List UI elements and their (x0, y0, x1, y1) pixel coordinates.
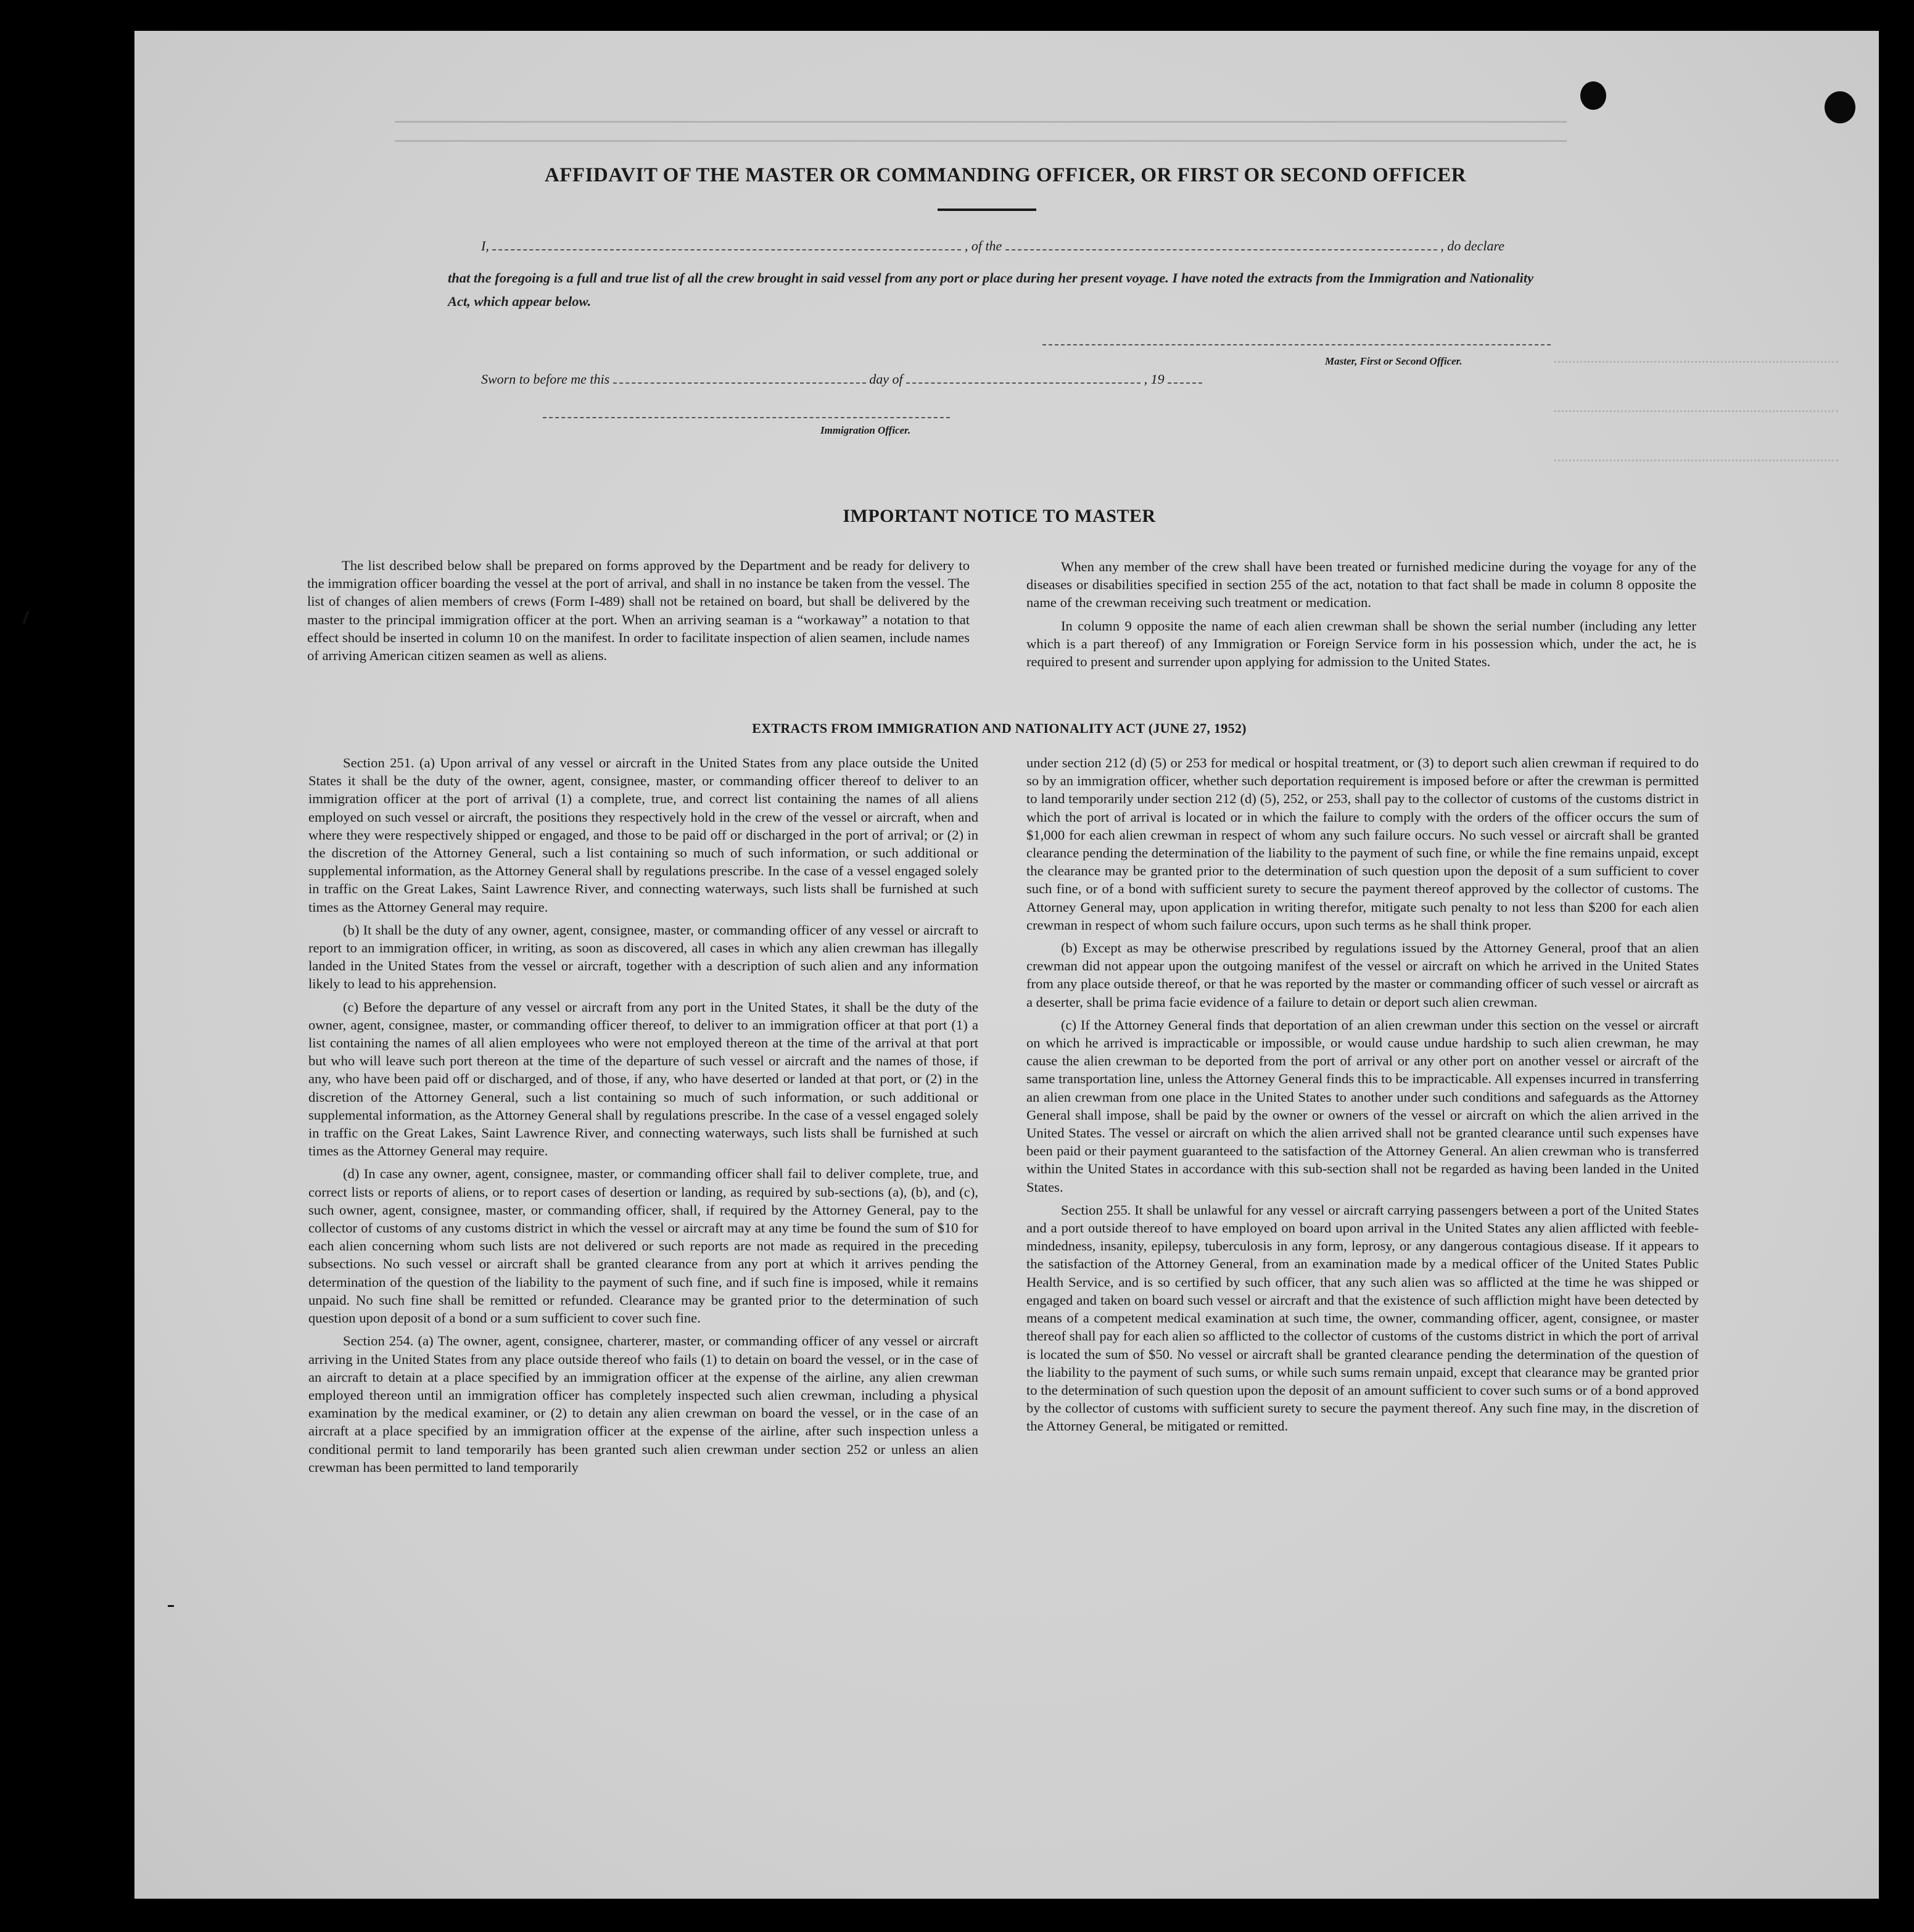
sworn-line (481, 371, 1202, 387)
section-paragraph: Section 251. (a) Upon arrival of any vessel or aircraft in the United States from any place outside the United States it shall be the duty of the owner, agent, consignee, master, or commanding officer thereof to deliver to an immigration officer at the port of arrival (1) a complete, true, and correct list containing the names of all aliens employed on such vessel or aircraft, the positions they respectively hold in the crew of the vessel or aircraft, when and where they were respectively shipped or engaged, and those to be paid off or discharged in the port of arrival; or (2) in the discretion of the Attorney General, such a list containing so much of such information, or such additional or supplemental information, as the Attorney General shall by regulations prescribe. In the case of a vessel engaged solely in traffic on the Great Lakes, Saint Lawrence River, and connecting waterways, such lists shall be furnished at such times as the Attorney General may require. (308, 755, 978, 915)
of-the-label: , of the (964, 238, 1002, 254)
declaration-body: that the foregoing is a full and true list of all the crew brought in said vessel from any port or place during her present voyage. I have noted the extracts from the Immigration and Nationality Act, which appear below. (448, 270, 1534, 309)
declare-label: , do declare (1440, 238, 1504, 254)
section-paragraph: Section 254. (a) The owner, agent, consignee, charterer, master, or commanding officer of any vessel or aircraft arriving in the United States from any place outside thereof who fails (1) to detain on board the vessel, or in the case of an aircraft to detain at a place specified by an immigration officer at the expense of the airline, any alien crewman employed thereon until an immigration officer has completely inspected such alien crewman, including a physical examination by the medical examiner, or (2) to detain any alien crewman on board the vessel, or in the case of an aircraft at a place specified by an immigration officer at the expense of the airline, after such inspection unless a conditional permit to land temporarily has been granted such alien crewman under section 252 or unless an alien crewman has been permitted to land temporarily (308, 1333, 978, 1475)
extracts-left-column (308, 754, 978, 1481)
title-rule (938, 208, 1036, 211)
section-paragraph: (d) In case any owner, agent, consignee, master, or commanding officer shall fail to deliver complete, true, and correct lists or reports of aliens, or to report cases of desertion or landing, as required by sub-sections (a), (b), and (c), such owner, agent, consignee, master, or commanding officer, shall, if required by the Attorney General, pay to the collector of customs of any customs district in which the vessel or aircraft may at any time be found the sum of $10 for each alien concerning whom such lists are not delivered or such reports are not made as required in the preceding subsections. No such vessel or aircraft shall be granted clearance from any port at which it arrives pending the determination of the question of the liability to the payment of such fine, and if such fine is imposed, while it remains unpaid. No such fine shall be remitted or refunded. Clearance may be granted prior to the determination of such question upon deposit of a bond or a sum sufficient to cover such fine. (308, 1166, 978, 1326)
officer-signature-label: Immigration Officer. (820, 424, 911, 436)
vessel-blank[interactable] (1005, 241, 1437, 250)
bleed-through-line (1554, 444, 1838, 461)
affidavit-title: AFFIDAVIT OF THE MASTER OR COMMANDING OFFICER, OR FIRST OR SECOND OFFICER (544, 164, 1467, 186)
master-signature-label: Master, First or Second Officer. (1325, 355, 1462, 367)
month-blank[interactable] (906, 374, 1141, 384)
notice-right-column (1026, 558, 1696, 675)
name-blank[interactable] (492, 241, 961, 250)
notice-title: IMPORTANT NOTICE TO MASTER (843, 506, 1156, 526)
officer-signature-line[interactable] (543, 417, 950, 418)
year-label: , 19 (1144, 371, 1165, 387)
margin-mark (168, 1605, 174, 1607)
bleed-through-line (1554, 395, 1838, 412)
extracts-right-column (1026, 754, 1699, 1440)
section-paragraph: Section 255. It shall be unlawful for any vessel or aircraft carrying passengers between a port of the United States and a port outside thereof to have employed on board upon arrival in the United States any alien afflicted with feeble-mindedness, insanity, epilepsy, tuberculosis in any form, leprosy, or any dangerous contagious disease. If it appears to the satisfaction of the Attorney General, from an examination made by a medical officer of the United States Public Health Service, and is so certified by such officer, that any such alien was so afflicted at the time he was shipped or engaged and taken on board such vessel or aircraft and that the existence of such affliction might have been detected by means of a competent medical examination at such time, the owner, commanding officer, agent, consignee, or master thereof shall pay for each alien so afflicted to the collector of customs of the customs district in which the port of arrival is located the sum of $50. No vessel or aircraft shall be granted clearance pending the determination of the question of the liability to the payment of such sums, or while such sums remain unpaid, except that clearance may be granted prior to the determination of such question upon the deposit of an amount sufficient to cover such sums or of a bond approved by the collector of customs with sufficient surety to secure the payment thereof. Any such fine may, in the discretion of the Attorney General, be mitigated or remitted. (1026, 1202, 1699, 1434)
extracts-title: EXTRACTS FROM IMMIGRATION AND NATIONALITY ACT (JUNE 27, 1952) (752, 720, 1247, 736)
notice-paragraph: In column 9 opposite the name of each alien crewman shall be shown the serial number (including any letter which is a part thereof) of any Immigration or Foreign Service form in his possession which, under the act, he is required to present and surrender upon applying for admission to the United States. (1026, 617, 1696, 670)
year-blank[interactable] (1168, 374, 1202, 384)
day-of-label: day of (869, 371, 903, 387)
bleed-through-line (395, 121, 1567, 142)
bleed-through-line (1554, 345, 1838, 363)
section-paragraph: (b) Except as may be otherwise prescribed by regulations issued by the Attorney General, proof that an alien crewman did not appear upon the outgoing manifest of the vessel or aircraft on which he arrived in the United States from any place outside thereof, or that he was reported by the master or commanding officer of such vessel or aircraft as a deserter, shall be prima facie evidence of a failure to detain or deport such alien crewman. (1026, 940, 1699, 1010)
sworn-label: Sworn to before me this (481, 371, 610, 387)
notice-left-column (307, 556, 970, 669)
notice-paragraph: The list described below shall be prepared on forms approved by the Department and be ready for delivery to the immigration officer boarding the vessel at the port of arrival, and shall in no instance be taken from the vessel. The list of changes of alien members of crews (Form I-489) shall not be retained on board, but shall be delivered by the master to the principal immigration officer at the port. When an arriving seaman is a “workaway” a notation to that effect should be inserted in column 10 on the manifest. In order to facilitate inspection of alien seamen, include names of arriving American citizen seamen as well as aliens. (307, 558, 970, 664)
section-paragraph: (b) It shall be the duty of any owner, agent, consignee, master, or commanding officer of any vessel or aircraft to report to an immigration officer, in writing, as soon as discovered, all cases in which any alien crewman has illegally landed in the United States from the vessel or aircraft, together with a description of such alien and any information likely to lead to his apprehension. (308, 922, 978, 992)
i-label: I, (481, 238, 489, 254)
day-blank[interactable] (613, 374, 866, 384)
section-paragraph: (c) If the Attorney General finds that deportation of an alien crewman under this section on the vessel or aircraft on which he arrived is impracticable or impossible, or would cause undue hardship to such alien crewman, he may cause the alien crewman to be deported from the port of arrival or any other port on another vessel or aircraft of the same transportation line, unless the Attorney General finds this to be impracticable. All expenses incurred in transferring an alien crewman from one place in the United States to another under such conditions and safeguards as the Attorney General shall impose, shall be paid by the owner or owners of the vessel or aircraft on which the alien arrived in the United States. The vessel or aircraft on which the alien arrived shall not be granted clearance until such expenses have been paid or their payment guaranteed to the satisfaction of the Attorney General. An alien crewman who is transferred within the United States in accordance with this sub-section shall not be regarded as having been landed in the United States. (1026, 1017, 1699, 1195)
section-paragraph: under section 212 (d) (5) or 253 for medical or hospital treatment, or (3) to deport such alien crewman if required to do so by an immigration officer, whether such deportation requirement is imposed before or after the crewman is permitted to land temporarily under section 212 (d) (5), 252, or 253, shall pay to the collector of customs of the customs district in which the port of arrival is located or in which the failure to comply with the orders of the officer occurs the sum of $1,000 for each alien crewman in respect of whom any such failure occurs. No such vessel or aircraft shall be granted clearance pending the determination of the liability to the payment of such fine, or while the fine remains unpaid, except the clearance may be granted prior to the determination of such question upon the deposit of a sum sufficient to cover such fine, or of a bond with sufficient surety to secure the payment thereof approved by the collector of customs. The Attorney General may, upon application in writing therefor, mitigate such penalty to not less than $200 for each alien crewman in respect of whom such failure occurs, upon such terms as he shall think proper. (1026, 755, 1699, 933)
ink-blot (1825, 91, 1855, 123)
section-paragraph: (c) Before the departure of any vessel or aircraft from any port in the United States, it shall be the duty of the owner, agent, consignee, master, or commanding officer thereof, to deliver to an immigration officer at that port (1) a list containing the names of all alien employees who were not employed thereon at the time of the arrival at that port but who will leave such port thereon at the time of the departure of such vessel or aircraft and the names of those, if any, who have been paid off or discharged, and of those, if any, who have deserted or landed at that port, or (2) in the discretion of the Attorney General, such a list containing so much of such information, or such additional or supplemental information, as the Attorney General shall by regulations prescribe. In the case of a vessel engaged solely in traffic on the Great Lakes, Saint Lawrence River, and connecting waterways, such lists shall be furnished at such times as the Attorney General may require. (308, 999, 978, 1159)
declaration-line (481, 238, 1504, 254)
margin-mark (22, 611, 29, 624)
notice-paragraph: When any member of the crew shall have been treated or furnished medicine during the voyage for any of the diseases or disabilities specified in section 255 of the act, notation to that fact shall be made in column 8 opposite the name of the crewman receiving such treatment or medication. (1026, 559, 1696, 611)
master-signature-line[interactable] (1042, 344, 1551, 345)
ink-blot (1580, 81, 1606, 110)
